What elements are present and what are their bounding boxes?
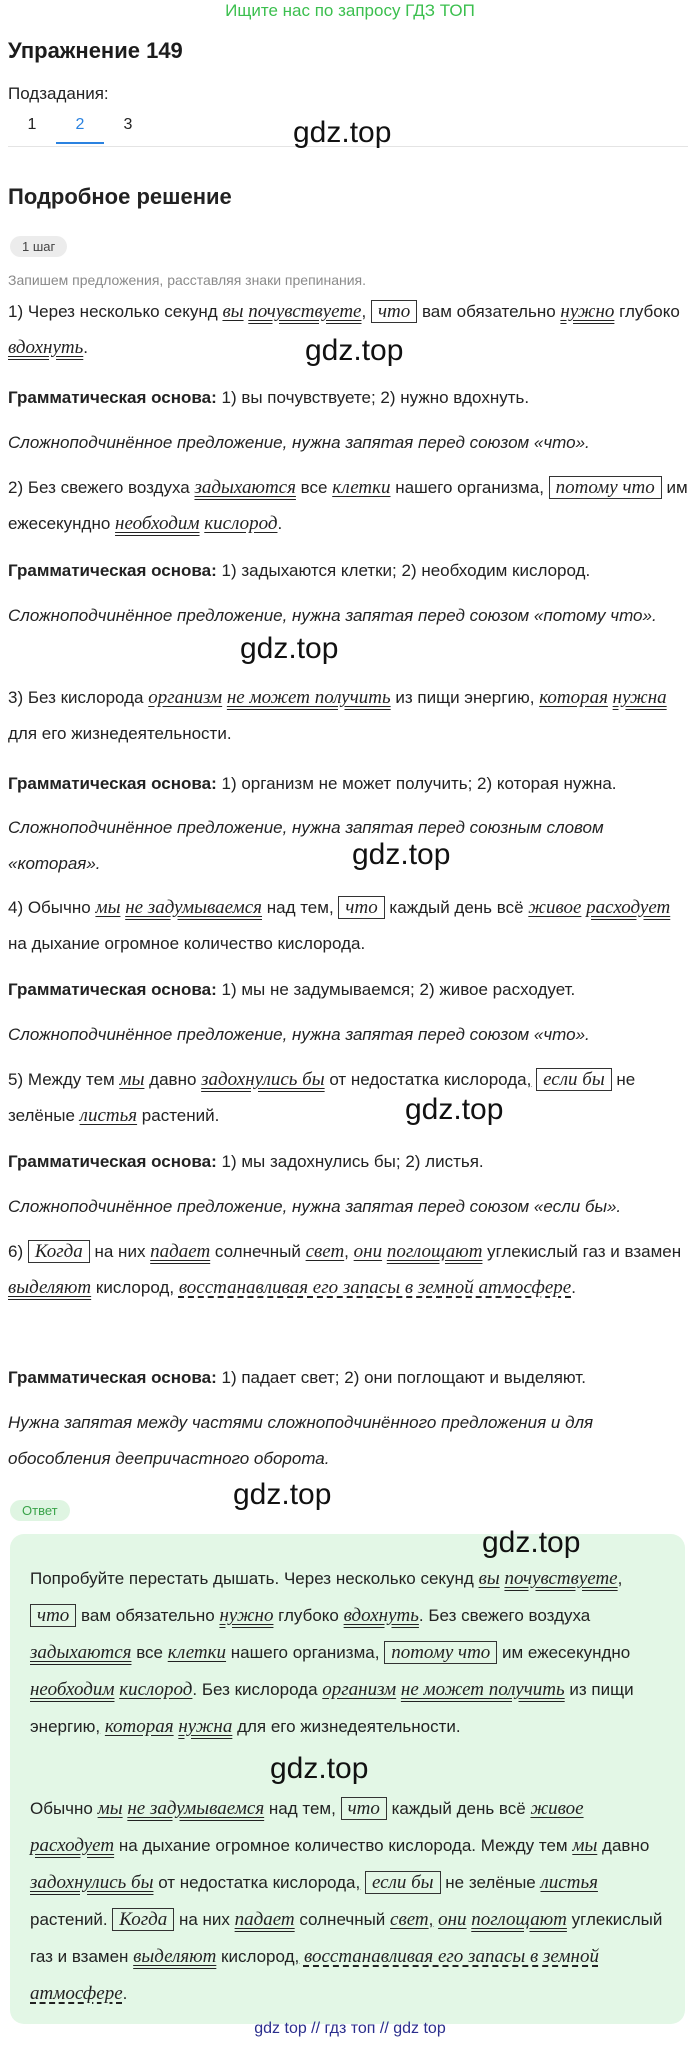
sentence-6: 6) Когда на них падает солнечный свет, они поглощают углекислый газ и взамен выделяют кислород, восстанавливая его запасы в земной атмосфере. xyxy=(8,1241,682,1298)
grammar-value: 1) организм не может получить; 2) которая нужна. xyxy=(221,774,617,793)
answer-text-1: Попробуйте перестать дышать. Через несколько секунд вы почувствуете, что вам обязательно нужно глубоко вдохнуть. Без свежего воздуха задыхаются все клетки нашего организма, потому что им ежесекундно необходим кислород. Без кислорода организм не может получить из пищи энергию, которая нужна для его жизнедеятельности. xyxy=(30,1568,634,1737)
watermark: gdz.top xyxy=(233,1478,332,1511)
grammar-label: Грамматическая основа: xyxy=(8,561,217,580)
answer-text-2: Обычно мы не задумываемся над тем, что каждый день всё живое расходует на дыхание огромное количество кислорода. Между тем мы давно задохнулись бы от недостатка кислорода, если бы не зелёные листья растений. Когда на них падает солнечный свет, они поглощают углекислый газ и взамен выделяют кислород, восстанавливая его запасы в земной атмосфере. xyxy=(30,1798,663,2004)
watermark: gdz.top xyxy=(352,838,451,871)
watermark: gdz.top xyxy=(305,334,404,367)
solution-title: Подробное решение xyxy=(8,184,232,209)
watermark: gdz.top xyxy=(240,632,339,665)
grammar-4 xyxy=(8,972,688,1008)
grammar-label: Грамматическая основа: xyxy=(8,1368,217,1387)
grammar-1 xyxy=(8,380,688,416)
subtasks-label: Подзадания: xyxy=(8,84,109,103)
grammar-5 xyxy=(8,1144,688,1180)
grammar-value: 1) вы почувствуете; 2) нужно вдохнуть. xyxy=(221,388,530,407)
sentence-4: 4) Обычно мы не задумываемся над тем, что каждый день всё живое расходует на дыхание огромное количество кислорода. xyxy=(8,897,671,953)
subtask-tab-2[interactable]: 2 xyxy=(56,116,104,144)
sentence-2: 2) Без свежего воздуха задыхаются все клетки нашего организма, потому что им ежесекундно необходим кислород. xyxy=(8,477,688,534)
grammar-label: Грамматическая основа: xyxy=(8,774,217,793)
search-banner[interactable]: Ищите нас по запросу ГДЗ ТОП xyxy=(225,1,475,20)
grammar-label: Грамматическая основа: xyxy=(8,980,217,999)
grammar-value: 1) мы не задумываемся; 2) живое расходует. xyxy=(221,980,576,999)
grammar-2 xyxy=(8,553,688,589)
grammar-3 xyxy=(8,766,688,802)
grammar-label: Грамматическая основа: xyxy=(8,388,217,407)
grammar-label: Грамматическая основа: xyxy=(8,1152,217,1171)
grammar-value: 1) падает свет; 2) они поглощают и выделяют. xyxy=(221,1368,586,1387)
conclusion-1: Сложноподчинённое предложение, нужна запятая перед союзом «что». xyxy=(8,433,590,452)
watermark: gdz.top xyxy=(270,1752,369,1785)
conclusion-3: Сложноподчинённое предложение, нужна запятая перед союзным словом «которая». xyxy=(8,818,604,873)
subtask-tab-3[interactable]: 3 xyxy=(123,116,133,133)
grammar-6 xyxy=(8,1360,688,1396)
subtask-tabs xyxy=(8,116,152,144)
sentence-3: 3) Без кислорода организм не может получить из пищи энергию, которая нужна для его жизнедеятельности. xyxy=(8,687,667,743)
conclusion-6: Нужна запятая между частями сложноподчинённого предложения и для обособления деепричастного оборота. xyxy=(8,1413,594,1468)
watermark: gdz.top xyxy=(293,116,392,149)
answer-badge: Ответ xyxy=(10,1500,70,1521)
footer-links[interactable]: gdz top // гдз топ // gdz top xyxy=(254,2020,446,2037)
conclusion-4: Сложноподчинённое предложение, нужна запятая перед союзом «что». xyxy=(8,1025,590,1044)
instruction-note: Запишем предложения, расставляя знаки препинания. xyxy=(8,272,367,288)
conclusion-2: Сложноподчинённое предложение, нужна запятая перед союзом «потому что». xyxy=(8,606,657,625)
grammar-value: 1) мы задохнулись бы; 2) листья. xyxy=(221,1152,484,1171)
sentence-1: 1) Через несколько секунд вы почувствуете, что вам обязательно нужно глубоко вдохнуть. xyxy=(8,301,680,358)
conclusion-5: Сложноподчинённое предложение, нужна запятая перед союзом «если бы». xyxy=(8,1197,622,1216)
step-badge: 1 шаг xyxy=(10,236,67,257)
grammar-value: 1) задыхаются клетки; 2) необходим кислород. xyxy=(221,561,591,580)
exercise-title: Упражнение 149 xyxy=(8,38,183,63)
watermark: gdz.top xyxy=(482,1526,581,1559)
subtask-tab-1[interactable]: 1 xyxy=(27,116,37,133)
sentence-5: 5) Между тем мы давно задохнулись бы от недостатка кислорода, если бы не зелёные листья растений. xyxy=(8,1069,636,1126)
watermark: gdz.top xyxy=(405,1093,504,1126)
